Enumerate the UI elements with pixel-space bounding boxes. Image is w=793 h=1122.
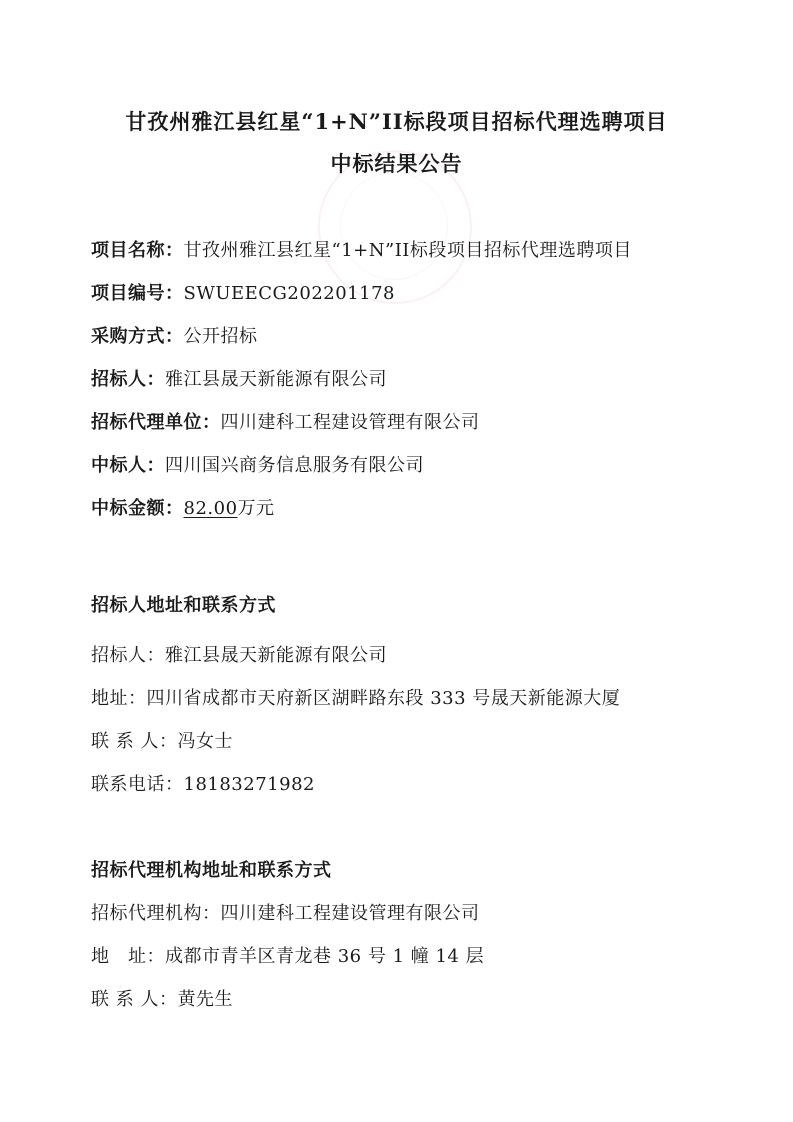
info-value: 公开招标 bbox=[183, 326, 258, 347]
tenderer-phone-line: 联系电话：18183271982 bbox=[91, 774, 315, 795]
info-label: 项目名称： bbox=[91, 240, 184, 261]
agency-name-line: 招标代理机构：四川建科工程建设管理有限公司 bbox=[91, 903, 480, 924]
amount-value: 82.00 bbox=[183, 498, 238, 519]
info-winner bbox=[91, 451, 424, 477]
info-winning-amount bbox=[91, 494, 275, 520]
amount-unit: 万元 bbox=[237, 498, 275, 519]
info-tenderer bbox=[91, 365, 387, 391]
info-procurement-method bbox=[91, 322, 258, 348]
tenderer-contact-line: 联 系 人：冯女士 bbox=[91, 731, 233, 752]
tenderer-address-line: 地址：四川省成都市天府新区湖畔路东段 333 号晟天新能源大厦 bbox=[91, 688, 621, 709]
info-label: 中标人： bbox=[91, 455, 165, 476]
info-project-number bbox=[91, 279, 395, 305]
info-value: 四川建科工程建设管理有限公司 bbox=[220, 412, 480, 433]
info-label: 中标金额： bbox=[91, 498, 184, 519]
info-label: 项目编号： bbox=[91, 283, 184, 304]
info-label: 招标人： bbox=[91, 369, 165, 390]
info-project-name bbox=[91, 236, 632, 262]
document-title-line1: 甘孜州雅江县红星“1+N”II标段项目招标代理选聘项目 bbox=[125, 109, 668, 134]
tenderer-section-heading: 招标人地址和联系方式 bbox=[91, 595, 276, 616]
info-agency bbox=[91, 408, 480, 434]
info-value: 四川国兴商务信息服务有限公司 bbox=[165, 455, 424, 476]
info-value: 甘孜州雅江县红星“1+N”II标段项目招标代理选聘项目 bbox=[183, 240, 632, 261]
agency-address-line: 地 址：成都市青羊区青龙巷 36 号 1 幢 14 层 bbox=[91, 946, 485, 967]
agency-section-heading: 招标代理机构地址和联系方式 bbox=[91, 860, 332, 881]
agency-contact-line: 联 系 人：黄先生 bbox=[91, 989, 233, 1010]
info-label: 招标代理单位： bbox=[91, 412, 221, 433]
info-label: 采购方式： bbox=[91, 326, 184, 347]
info-value: 雅江县晟天新能源有限公司 bbox=[165, 369, 387, 390]
info-value: SWUEECG202201178 bbox=[183, 283, 396, 304]
document-title-line2: 中标结果公告 bbox=[330, 151, 463, 176]
tenderer-name-line: 招标人：雅江县晟天新能源有限公司 bbox=[91, 645, 387, 666]
